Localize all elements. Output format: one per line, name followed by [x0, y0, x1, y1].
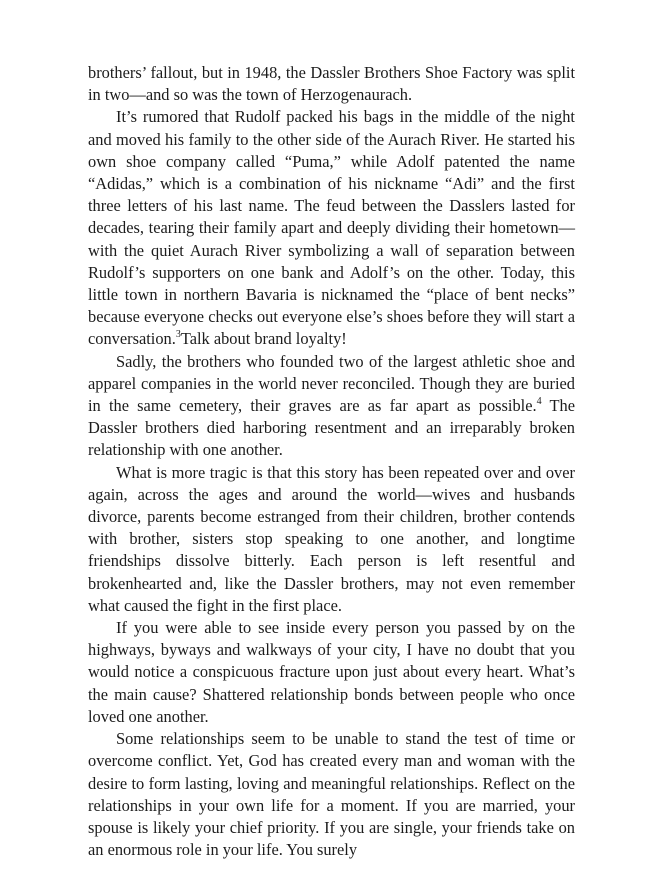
paragraph-2: [88, 106, 575, 350]
paragraph-2-text: It’s rumored that Rudolf packed his bags in the middle of the night and moved his family to the other side of the Aurach River. He started his own shoe company called “Puma,” while Adolf patented the name “Adidas,” which is a combination of his nickname “Adi” and the first three letters of his last name. The feud between the Dasslers lasted for decades, tearing their family apart and deeply dividing their hometown—with the quiet Aurach River symbolizing a wall of separation between Rudolf’s supporters on one bank and Adolf’s on the other. Today, this little town in northern Bavaria is nicknamed the “place of bent necks” because everyone checks out everyone else’s shoes before they will start a conversation.: [88, 107, 575, 349]
paragraph-6-text: Some relationships seem to be unable to stand the test of time or overcome conflict. Yet, God has created every man and woman with the desire to form lasting, loving and meaningful relationships. Reflect on the relationships in your own life for a moment. If you are married, your spouse is likely your chief priority. If you are single, your friends take on an enormous role in your life. You surely: [88, 729, 575, 860]
paragraph-3-tail: The Dassler brothers died harboring resentment and an irreparably broken relationship with one another.: [88, 396, 575, 460]
paragraph-5-text: If you were able to see inside every person you passed by on the highways, byways and walkways of your city, I have no doubt that you would notice a conspicuous fracture upon just about every heart. What’s the main cause? Shattered relationship bonds between people who once loved one another.: [88, 618, 575, 726]
paragraph-3: [88, 351, 575, 462]
paragraph-1-text: brothers’ fallout, but in 1948, the Dassler Brothers Shoe Factory was split in two—and so was the town of Herzogenaurach.: [88, 63, 575, 105]
paragraph-4-text: What is more tragic is that this story has been repeated over and over again, across the ages and around the world—wives and husbands divorce, parents become estranged from their children, brother contends with brother, sisters stop speaking to one another, and longtime friendships dissolve bitterly. Each person is left resentful and brokenhearted and, like the Dassler brothers, may not even remember what caused the fight in the first place.: [88, 462, 575, 615]
paragraph-1: [88, 62, 575, 106]
footnote-marker-3: 3: [175, 328, 181, 340]
paragraph-3-text: Sadly, the brothers who founded two of the largest athletic shoe and apparel companies in the world never reconciled. Though they are buried in the same cemetery, their graves are as far apart as possible.: [88, 351, 575, 416]
paragraph-4: [88, 462, 575, 617]
book-page: [88, 62, 575, 861]
paragraph-2-tail: Talk about brand loyalty!: [180, 329, 347, 349]
paragraph-5: [88, 617, 575, 728]
paragraph-6: [88, 728, 575, 861]
footnote-marker-4: 4: [536, 395, 542, 407]
